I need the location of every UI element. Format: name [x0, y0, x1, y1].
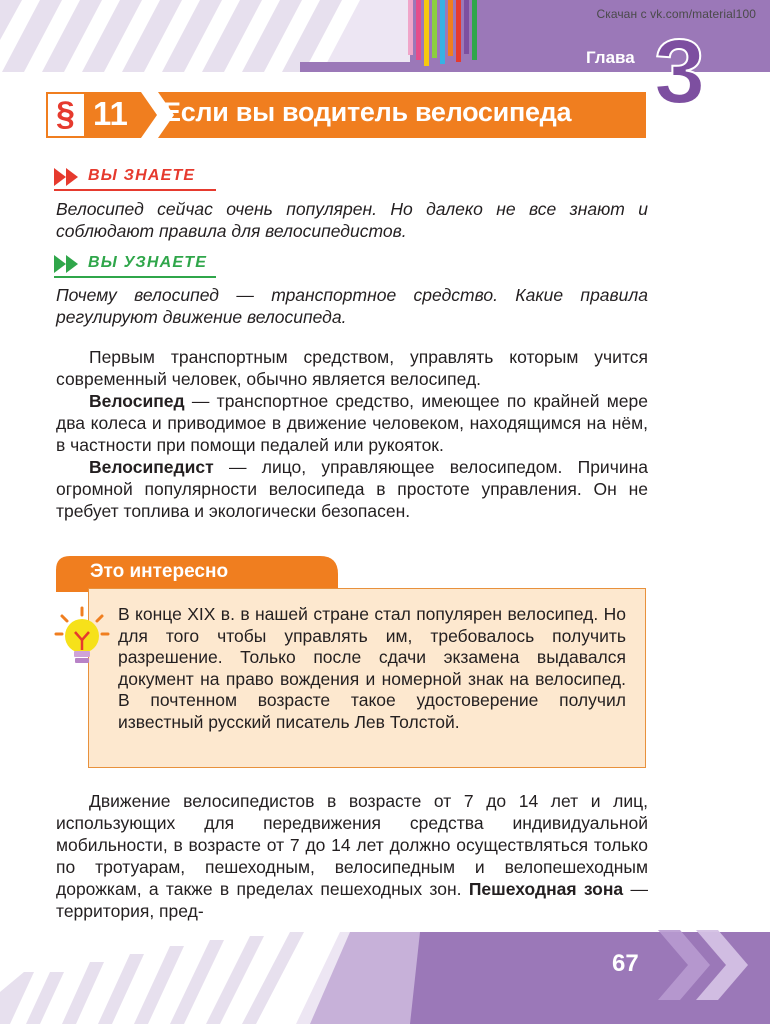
- page-number: 67: [612, 950, 639, 977]
- you-know-text: Велосипед сейчас очень популярен. Но далеко не все знают и соблюдают правила для велосипедистов.: [56, 199, 648, 241]
- section-sign: §: [56, 95, 75, 133]
- you-know-label: ВЫ ЗНАЕТЕ: [88, 167, 196, 184]
- term-pedestrian-zone: Пешеходная зона: [468, 879, 624, 899]
- you-will-know-underline: [54, 276, 216, 278]
- term-cyclist: Велосипедист: [89, 457, 214, 477]
- double-arrow-red-icon: [54, 166, 84, 188]
- double-chevron-right-icon: [650, 928, 760, 1002]
- you-will-know-text: Почему велосипед — транспортное средство. Какие правила регулируют движение велосипеда.: [56, 285, 648, 327]
- paragraph-3: Велосипедист — лицо, управляющее велосипедом. Причина огромной популярности велосипеда в простоте управления. Он не требует топлива и экологически безопасен.: [56, 457, 648, 521]
- chapter-number: 3: [654, 21, 706, 123]
- body-block-2: [56, 790, 648, 922]
- interesting-title: Это интересно: [90, 561, 229, 582]
- body-block-1: [56, 346, 648, 522]
- section-title: Если вы водитель велосипеда: [163, 97, 572, 127]
- lightbulb-icon: [54, 606, 110, 666]
- you-know-underline: [54, 189, 216, 191]
- interesting-text: В конце XIX в. в нашей стране стал популярен велосипед. Но для того чтобы управлять им, требовалось получить разрешение. Только после сдачи экзамена выдавался документ на право вождения и номерной знак на велосипед. В почтенном возрасте такое удостоверение получил известный русский писатель Лев Толстой.: [118, 604, 626, 732]
- paragraph-2: Велосипед — транспортное средство, имеющее по крайней мере два колеса и приводимое в движение человеком, находящимся на нём, в частности при помощи педалей или рукояток.: [56, 391, 648, 455]
- term-bicycle: Велосипед: [89, 391, 185, 411]
- source-watermark: Скачан с vk.com/material100: [596, 7, 756, 21]
- you-will-know-label: ВЫ УЗНАЕТЕ: [88, 254, 208, 271]
- chapter-label: Глава: [586, 48, 635, 67]
- double-arrow-green-icon: [54, 253, 84, 275]
- section-number: 11: [93, 95, 128, 132]
- paragraph-4: Движение велосипедистов в возрасте от 7 до 14 лет и лиц, использующих для передвижения средства индивидуальной мобильности, в возрасте от 7 до 14 лет должно осуществляться только по тротуарам, пешеходным, велосипедным и велопешеходным дорожкам, а также в пределах пешеходных зон. Пешеходная зона — территория, пред-: [56, 791, 648, 921]
- paragraph-1: Первым транспортным средством, управлять которым учится современный человек, обычно является велосипед.: [56, 347, 648, 389]
